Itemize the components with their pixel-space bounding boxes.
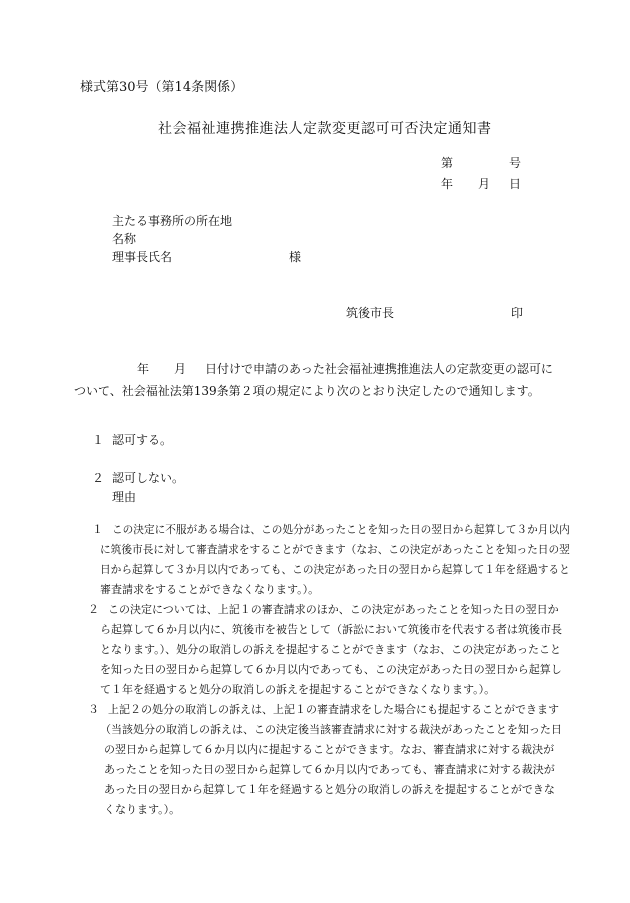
decision-2-reason-label: 理由 bbox=[112, 490, 137, 504]
note-1-line-3: 日から起算して３か月以内であっても、この決定があった日の翌日から起算して１年を経過すると bbox=[100, 563, 570, 576]
note-1-line-4: 審査請求をすることができなくなります。）。 bbox=[100, 583, 320, 596]
note-3-line-4: あったことを知った日の翌日から起算して６か月以内であっても、審査請求に対する裁決が bbox=[104, 763, 555, 776]
note-3-number: ３ bbox=[88, 703, 99, 716]
note-2-number: ２ bbox=[88, 603, 99, 616]
form-id: 様式第30号（第14条関係） bbox=[80, 80, 244, 95]
issuer-seal: 印 bbox=[511, 306, 524, 320]
note-2-line-3: となります。）、処分の取消しの訴えを提起することができます（なお、この決定があったこと bbox=[100, 643, 562, 656]
recipient-name-label: 名称 bbox=[112, 232, 137, 246]
note-2-line-5: て１年を経過すると処分の取消しの訴えを提起することができなくなります。）。 bbox=[100, 683, 496, 696]
date-year: 年 bbox=[441, 177, 454, 191]
date-day: 日 bbox=[509, 177, 522, 191]
note-2-line-2: ら起算して６か月以内に、筑後市を被告として（訴訟において筑後市を代表する者は筑後市長 bbox=[100, 623, 562, 636]
doc-number-go: 号 bbox=[509, 156, 522, 170]
doc-number-dai: 第 bbox=[441, 156, 454, 170]
note-1-line-1: この決定に不服がある場合は、この処分があったことを知った日の翌日から起算して３か月以内 bbox=[112, 523, 570, 536]
decision-2-text: 認可しない。 bbox=[112, 471, 185, 485]
body-month: 月 bbox=[174, 362, 187, 376]
note-1-line-2: に筑後市長に対して審査請求をすることができます（なお、この決定があったことを知った日の翌 bbox=[100, 543, 570, 556]
decision-2-number: ２ bbox=[92, 471, 105, 485]
recipient-address-label: 主たる事務所の所在地 bbox=[112, 214, 233, 228]
decision-1-number: １ bbox=[92, 433, 105, 447]
note-3-line-1: 上記２の処分の取消しの訴えは、上記１の審査請求をした場合にも提起することができます bbox=[108, 703, 559, 716]
date-month: 月 bbox=[478, 177, 491, 191]
body-year: 年 bbox=[137, 362, 150, 376]
note-3-line-3: の翌日から起算して６か月以内に提起することができます。なお、審査請求に対する裁決が bbox=[104, 743, 555, 756]
note-3-line-5: あった日の翌日から起算して１年を経過すると処分の取消しの訴えを提起することができな bbox=[104, 783, 555, 796]
body-line-2: ついて、社会福祉法第139条第２項の規定により次のとおり決定したので通知します。 bbox=[74, 384, 540, 398]
document-title: 社会福祉連携推進法人定款変更認可可否決定通知書 bbox=[158, 121, 492, 137]
note-3-line-6: くなります。）。 bbox=[104, 803, 181, 816]
issuer-title: 筑後市長 bbox=[346, 306, 395, 320]
decision-1-text: 認可する。 bbox=[112, 433, 173, 447]
note-2-line-1: この決定については、上記１の審査請求のほか、この決定があったことを知った日の翌日か bbox=[108, 603, 559, 616]
note-2-line-4: を知った日の翌日から起算して６か月以内であっても、この決定があった日の翌日から起算し bbox=[100, 663, 562, 676]
note-3-line-2: （当該処分の取消しの訴えは、この決定後当該審査請求に対する裁決があったことを知った日 bbox=[100, 723, 562, 736]
body-line-1: 日付けで申請のあった社会福祉連携推進法人の定款変更の認可に bbox=[205, 362, 553, 376]
recipient-honorific: 様 bbox=[289, 250, 302, 264]
recipient-chairman-label: 理事長氏名 bbox=[112, 250, 173, 264]
note-1-number: １ bbox=[92, 523, 103, 536]
